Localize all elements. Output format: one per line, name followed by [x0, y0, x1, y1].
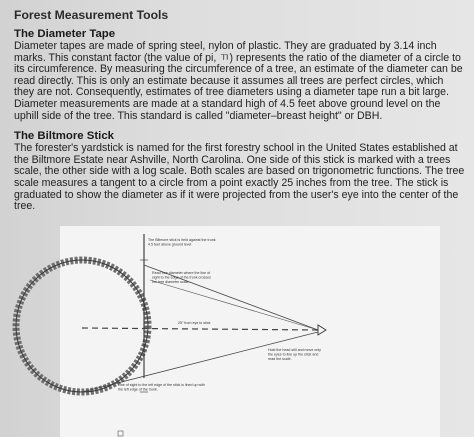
section-body-biltmore-stick: The forester's yardstick is named for the first forestry school in the United States established at the Biltmore Estate near Ashville, North Carolina. One side of this stick is marked with a trees scale, the other side with a log scale. Both scales are based on trigonometric functions. The tree scale measures a tangent to a circle from a point exactly 25 inches from the tree. The stick is graduated to show the diameter as if it were projected from the user's eye into the center of the tree.: [14, 142, 465, 213]
label-hold-head: Hold the head still and move only the eyes to line up the stick and read the scale.: [268, 348, 321, 361]
section-heading-biltmore-stick: The Biltmore Stick: [14, 130, 115, 143]
biltmore-stick-diagram: [0, 220, 474, 437]
section-heading-diameter-tape: The Diameter Tape: [14, 28, 116, 40]
diagram-figure: [0, 220, 474, 437]
label-distance: 25" from eye to stick: [178, 321, 211, 325]
label-read-diameter: Read tree diameter where the line of sight to the edge of the trunk crosses the tree diameter scale.: [152, 271, 211, 284]
figure-panel: [60, 226, 440, 437]
label-line-of-sight: Line of sight to the left edge of the stick is lined up with the left edge of the trunk.: [118, 383, 205, 392]
section-body-diameter-tape: Diameter tapes are made of spring steel, nylon of plastic. They are graduated by 3.14 inch marks. This constant factor (the value of pi, ㄲ) represents the ratio of the diameter of a circle to its circumference. By measuring the circumference of a tree, an estimate of the diameter can be read directly. This is only an estimate because it assumes all trees are perfect circles, which they are not. Consequently, estimates of tree diameters using a diameter tape run a bit large. Diameter measurements are made at a standard high of 4.5 feet above ground level on the uphill side of the tree. This standard is called "diameter–breast height" or DBH.: [14, 40, 463, 122]
label-stick-held: The Biltmore stick is held against the trunk 4.5 feet above ground level: [148, 238, 216, 247]
page-title: Forest Measurement Tools: [14, 8, 169, 22]
document-body: [14, 8, 466, 221]
